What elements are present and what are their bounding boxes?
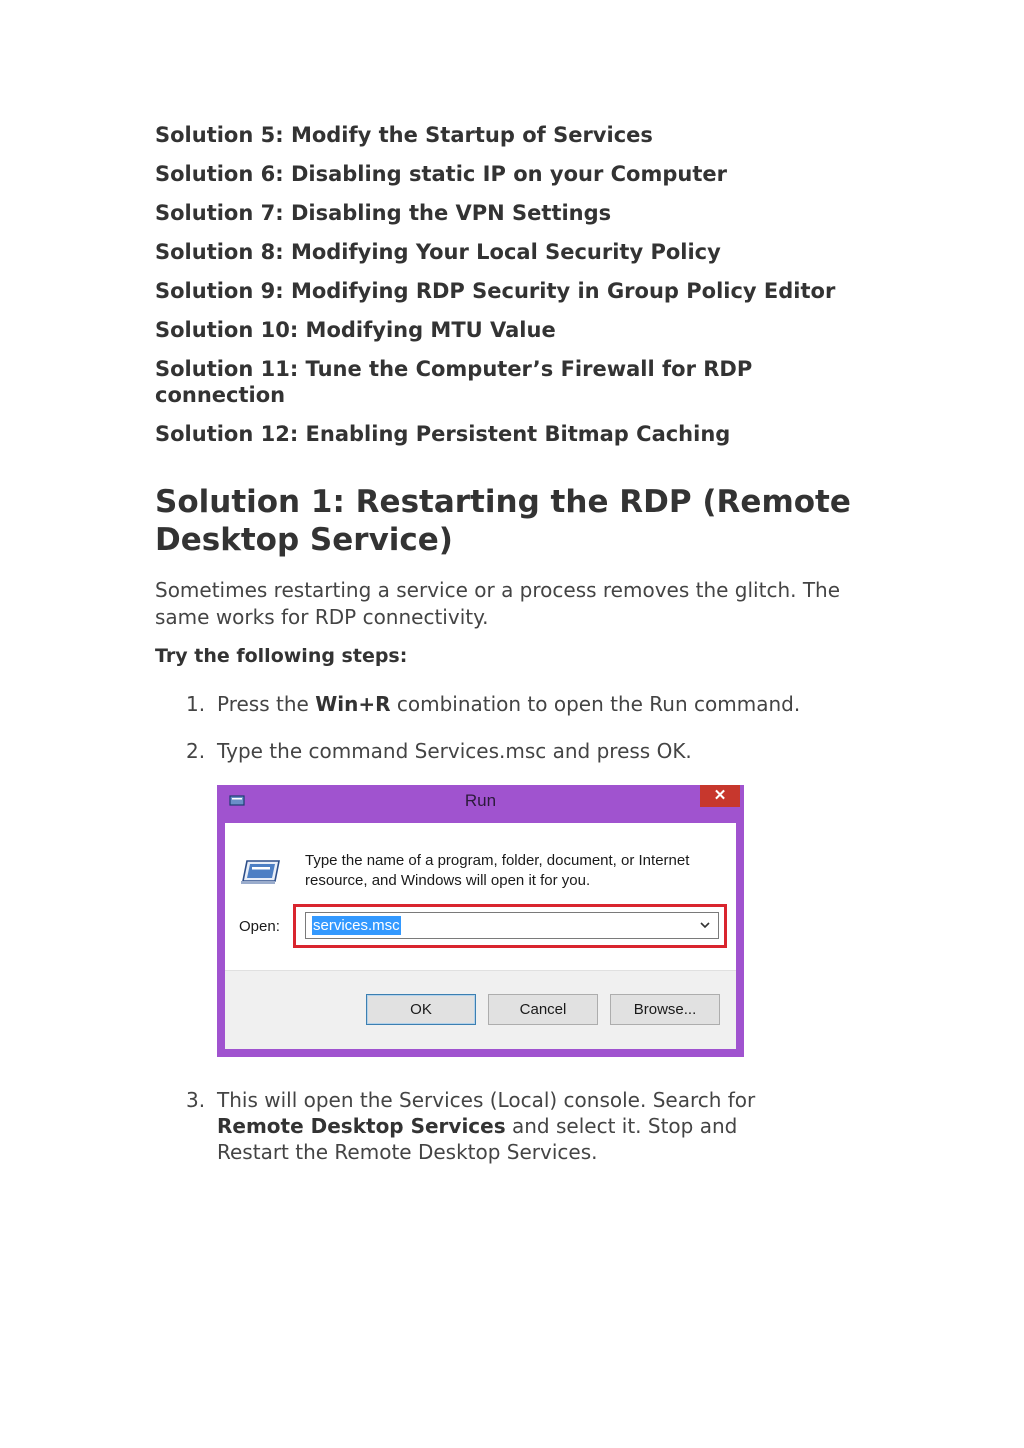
open-input-value[interactable]: services.msc (313, 917, 400, 934)
step-text-post: and select it. Stop and Restart the Remote Desktop Services. (217, 1114, 738, 1164)
toc-item-solution-6[interactable]: Solution 6: Disabling static IP on your Computer (155, 162, 727, 186)
solutions-list (155, 122, 855, 447)
step-2 (155, 738, 855, 764)
step-1 (155, 691, 855, 717)
step-text-post: combination to open the Run command. (390, 692, 801, 716)
toc-item-solution-9[interactable]: Solution 9: Modifying RDP Security in Group Policy Editor (155, 279, 836, 303)
step-number: 3. (186, 1088, 206, 1112)
chevron-down-icon[interactable] (698, 918, 712, 932)
cancel-button[interactable]: Cancel (488, 994, 598, 1025)
run-dialog-body (225, 823, 736, 1049)
run-program-icon (241, 857, 281, 885)
step-text-bold: Win+R (315, 692, 391, 716)
open-combobox[interactable] (305, 912, 719, 939)
step-text-bold: Remote Desktop Services (217, 1114, 506, 1138)
run-dialog-screenshot (217, 785, 744, 1057)
step-text-pre: This will open the Services (Local) console. Search for (217, 1088, 756, 1112)
step-text-pre: Press the (217, 692, 316, 716)
step-text: Type the command Services.msc and press OK. (217, 739, 692, 763)
toc-item-solution-5[interactable]: Solution 5: Modify the Startup of Services (155, 123, 653, 147)
step-3-text (217, 1087, 777, 1165)
browse-button[interactable]: Browse... (610, 994, 720, 1025)
run-titlebar (217, 785, 744, 817)
step-number: 2. (186, 739, 206, 763)
run-title: Run (464, 791, 497, 810)
close-icon[interactable]: ✕ (700, 785, 740, 807)
run-button-bar (225, 970, 736, 1049)
toc-item-solution-8[interactable]: Solution 8: Modifying Your Local Security Policy (155, 240, 721, 264)
toc-item-solution-12[interactable]: Solution 12: Enabling Persistent Bitmap Caching (155, 422, 731, 446)
steps-list-continued (155, 1087, 855, 1165)
toc-item-solution-7[interactable]: Solution 7: Disabling the VPN Settings (155, 201, 612, 225)
steps-heading: Try the following steps: (155, 645, 408, 667)
run-description: Type the name of a program, folder, document, or Internet resource, and Windows will open it for you. (305, 852, 690, 889)
section-heading: Solution 1: Restarting the RDP (Remote Desktop Service) (155, 484, 851, 558)
ok-button[interactable]: OK (366, 994, 476, 1025)
toc-item-solution-11[interactable]: Solution 11: Tune the Computer’s Firewall for RDP connection (155, 357, 753, 407)
step-3 (155, 1087, 855, 1165)
document-page (155, 122, 855, 1186)
steps-list (155, 691, 855, 764)
toc-item-solution-10[interactable]: Solution 10: Modifying MTU Value (155, 318, 556, 342)
step-number: 1. (186, 692, 206, 716)
open-label: Open: (239, 918, 280, 935)
intro-paragraph: Sometimes restarting a service or a process removes the glitch. The same works for RDP connectivity. (155, 578, 841, 629)
